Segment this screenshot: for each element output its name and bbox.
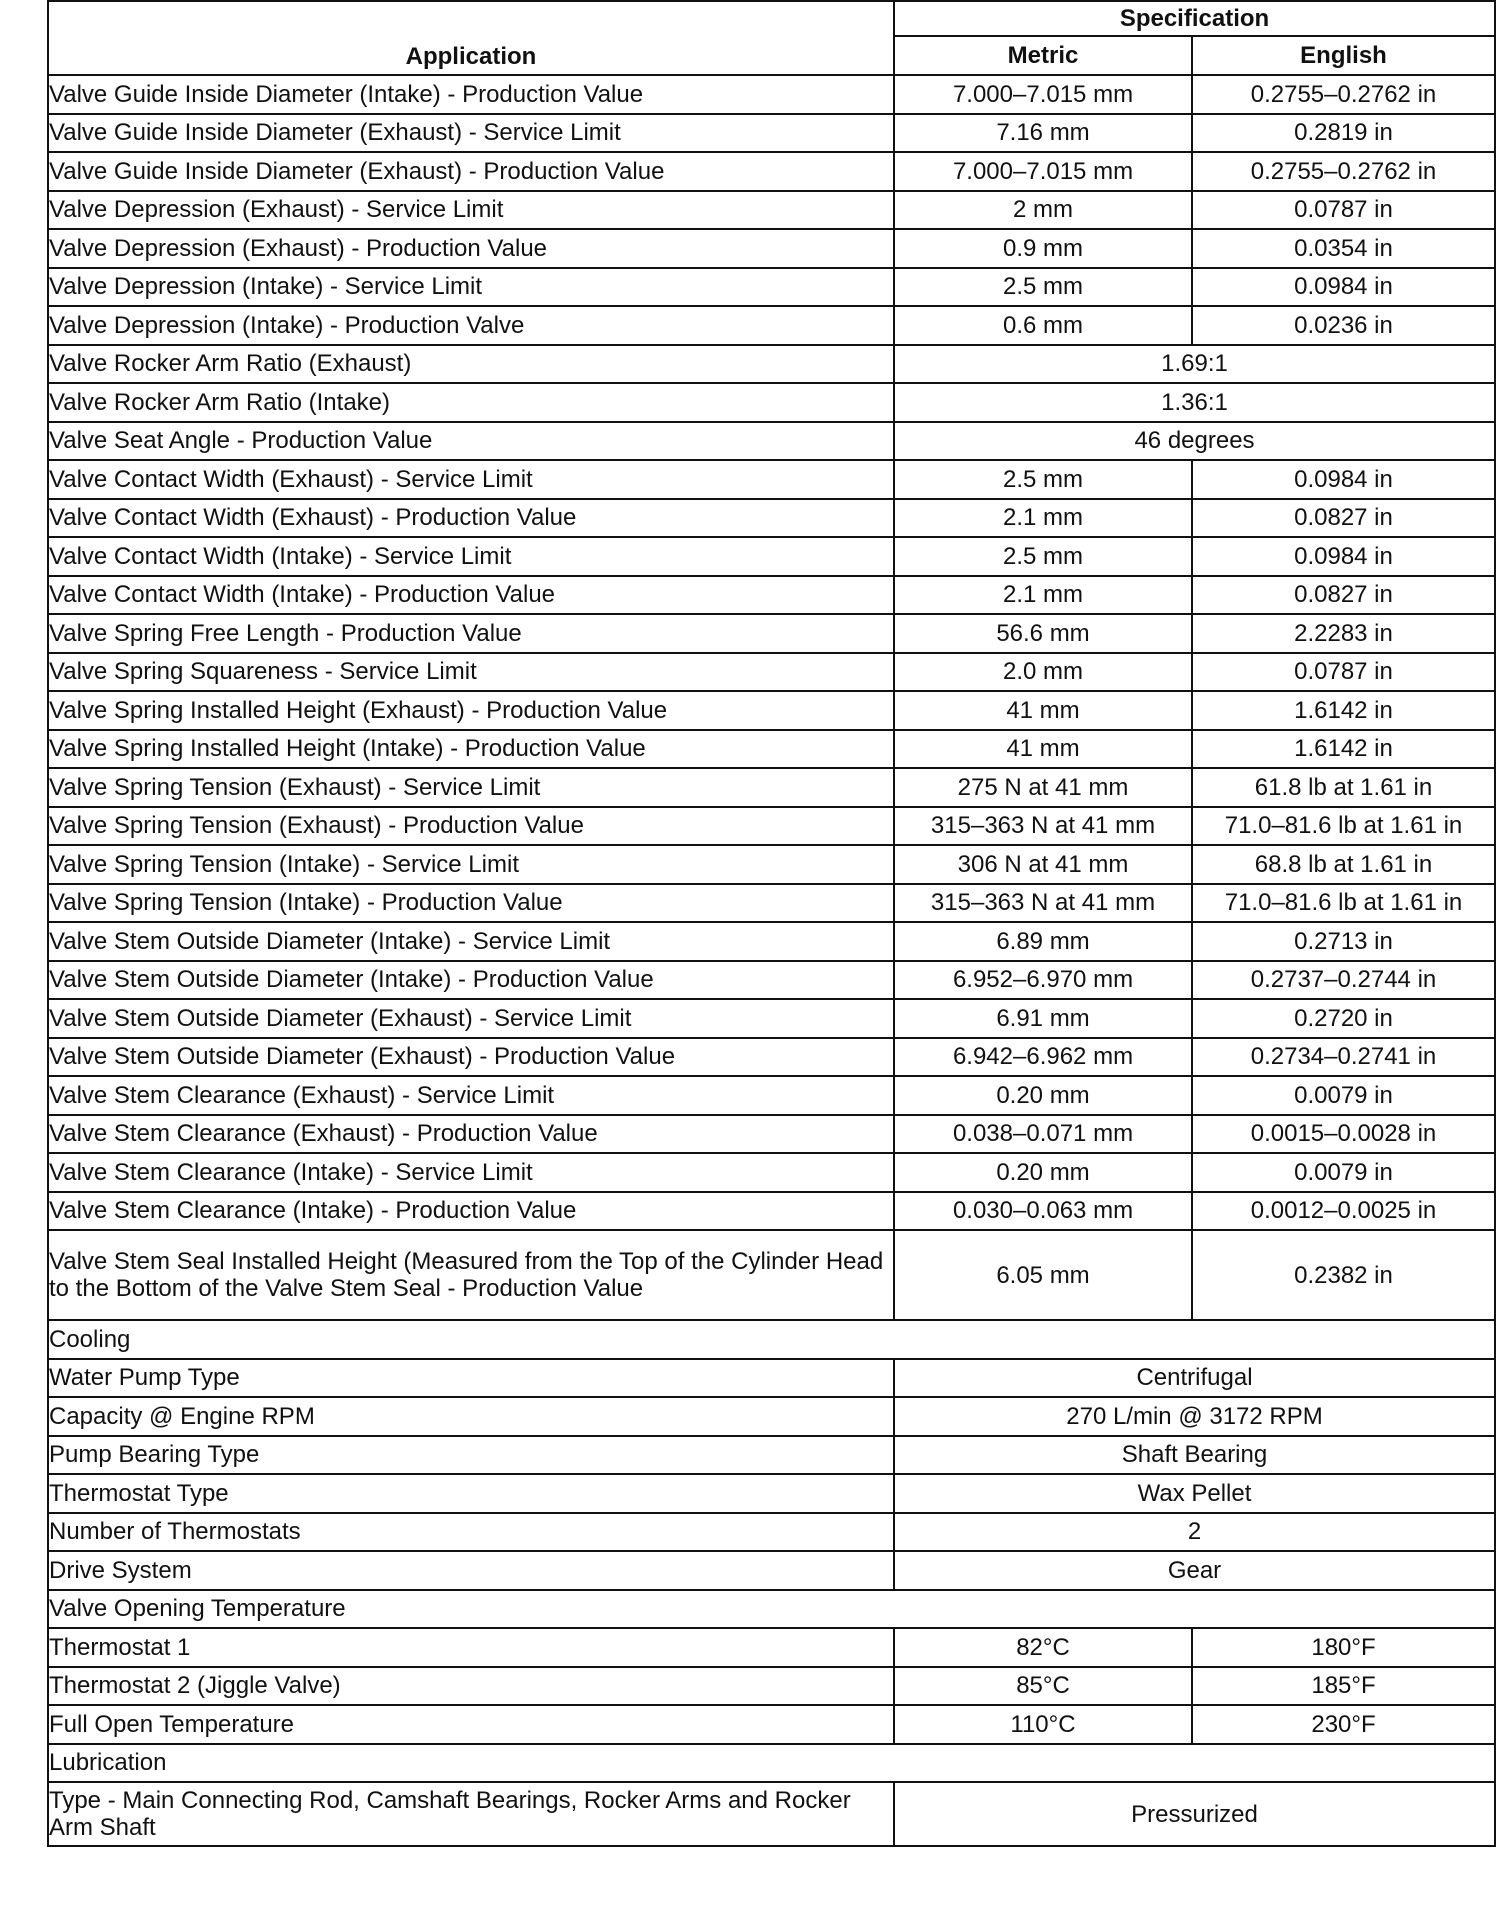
table-row — [48, 1038, 1495, 1077]
metric-cell: 0.20 mm — [894, 1153, 1192, 1192]
table-row — [48, 691, 1495, 730]
metric-cell: 7.000–7.015 mm — [894, 152, 1192, 191]
application-cell: Valve Stem Outside Diameter (Exhaust) - Service Limit — [48, 999, 894, 1038]
table-row — [48, 229, 1495, 268]
table-row — [48, 999, 1495, 1038]
table-row — [48, 1115, 1495, 1154]
application-cell: Valve Depression (Intake) - Production Valve — [48, 306, 894, 345]
metric-cell: 0.030–0.063 mm — [894, 1192, 1192, 1231]
metric-cell: 2.5 mm — [894, 537, 1192, 576]
metric-cell: 315–363 N at 41 mm — [894, 807, 1192, 846]
english-cell: 0.0984 in — [1192, 460, 1495, 499]
value-cell: Shaft Bearing — [894, 1436, 1495, 1475]
table-row — [48, 1397, 1495, 1436]
application-cell: Valve Spring Installed Height (Exhaust) - Production Value — [48, 691, 894, 730]
application-cell: Valve Depression (Exhaust) - Production Value — [48, 229, 894, 268]
metric-cell: 0.20 mm — [894, 1076, 1192, 1115]
english-cell: 185°F — [1192, 1667, 1495, 1706]
english-cell: 0.0827 in — [1192, 499, 1495, 538]
metric-cell: 275 N at 41 mm — [894, 768, 1192, 807]
english-cell: 0.2382 in — [1192, 1230, 1495, 1320]
english-cell: 0.0079 in — [1192, 1153, 1495, 1192]
value-cell: Wax Pellet — [894, 1474, 1495, 1513]
value-cell: 1.69:1 — [894, 345, 1495, 384]
metric-cell: 0.9 mm — [894, 229, 1192, 268]
application-cell: Valve Stem Outside Diameter (Exhaust) - Production Value — [48, 1038, 894, 1077]
metric-cell: 7.16 mm — [894, 114, 1192, 153]
table-row — [48, 730, 1495, 769]
metric-cell: 41 mm — [894, 691, 1192, 730]
application-cell: Valve Contact Width (Intake) - Service Limit — [48, 537, 894, 576]
english-cell: 0.2737–0.2744 in — [1192, 961, 1495, 1000]
application-cell: Valve Contact Width (Exhaust) - Service Limit — [48, 460, 894, 499]
table-row — [48, 1153, 1495, 1192]
metric-cell: 7.000–7.015 mm — [894, 75, 1192, 114]
english-cell: 0.0354 in — [1192, 229, 1495, 268]
english-cell: 0.2734–0.2741 in — [1192, 1038, 1495, 1077]
english-cell: 1.6142 in — [1192, 691, 1495, 730]
table-row — [48, 1230, 1495, 1320]
application-cell: Valve Guide Inside Diameter (Intake) - Production Value — [48, 75, 894, 114]
table-row — [48, 653, 1495, 692]
application-cell: Valve Depression (Intake) - Service Limit — [48, 268, 894, 307]
application-cell: Valve Spring Tension (Intake) - Production Value — [48, 884, 894, 923]
application-cell: Valve Stem Clearance (Intake) - Production Value — [48, 1192, 894, 1231]
application-cell: Valve Spring Squareness - Service Limit — [48, 653, 894, 692]
application-cell: Valve Guide Inside Diameter (Exhaust) - Production Value — [48, 152, 894, 191]
application-cell: Valve Spring Tension (Exhaust) - Service Limit — [48, 768, 894, 807]
application-cell: Valve Guide Inside Diameter (Exhaust) - Service Limit — [48, 114, 894, 153]
table-row — [48, 1474, 1495, 1513]
specification-table — [47, 0, 1496, 1847]
table-row — [48, 807, 1495, 846]
metric-cell: 6.91 mm — [894, 999, 1192, 1038]
application-cell: Number of Thermostats — [48, 1513, 894, 1552]
application-cell: Valve Seat Angle - Production Value — [48, 422, 894, 461]
application-cell: Valve Stem Outside Diameter (Intake) - Service Limit — [48, 922, 894, 961]
english-cell: 71.0–81.6 lb at 1.61 in — [1192, 807, 1495, 846]
table-row — [48, 345, 1495, 384]
metric-cell: 85°C — [894, 1667, 1192, 1706]
metric-cell: 110°C — [894, 1705, 1192, 1744]
spec-page — [47, 0, 1494, 1847]
table-row — [48, 922, 1495, 961]
table-row — [48, 961, 1495, 1000]
value-cell: Centrifugal — [894, 1359, 1495, 1398]
table-row — [48, 1667, 1495, 1706]
metric-cell: 6.942–6.962 mm — [894, 1038, 1192, 1077]
application-cell: Thermostat Type — [48, 1474, 894, 1513]
table-row — [48, 1628, 1495, 1667]
table-row — [48, 1513, 1495, 1552]
table-row — [48, 1436, 1495, 1475]
application-cell: Valve Contact Width (Exhaust) - Production Value — [48, 499, 894, 538]
table-row — [48, 422, 1495, 461]
english-cell: 0.0787 in — [1192, 191, 1495, 230]
english-cell: 0.0787 in — [1192, 653, 1495, 692]
english-cell: 0.0236 in — [1192, 306, 1495, 345]
table-row — [48, 1705, 1495, 1744]
application-cell: Valve Stem Clearance (Exhaust) - Production Value — [48, 1115, 894, 1154]
section-row — [48, 1320, 1495, 1359]
application-cell: Valve Spring Free Length - Production Value — [48, 614, 894, 653]
application-cell: Valve Spring Installed Height (Intake) - Production Value — [48, 730, 894, 769]
application-cell: Valve Stem Seal Installed Height (Measured from the Top of the Cylinder Head to the Bottom of the Valve Stem Seal - Production Value — [48, 1230, 894, 1320]
metric-cell: 2.0 mm — [894, 653, 1192, 692]
table-row — [48, 1359, 1495, 1398]
table-row — [48, 537, 1495, 576]
application-cell: Valve Stem Clearance (Intake) - Service Limit — [48, 1153, 894, 1192]
value-cell: Pressurized — [894, 1782, 1495, 1846]
metric-cell: 0.038–0.071 mm — [894, 1115, 1192, 1154]
english-cell: 0.0984 in — [1192, 537, 1495, 576]
english-cell: 0.0984 in — [1192, 268, 1495, 307]
table-row — [48, 306, 1495, 345]
table-row — [48, 1551, 1495, 1590]
application-header: Application — [48, 1, 894, 75]
section-row — [48, 1744, 1495, 1783]
metric-cell: 315–363 N at 41 mm — [894, 884, 1192, 923]
table-row — [48, 499, 1495, 538]
english-header: English — [1192, 36, 1495, 75]
value-cell: Gear — [894, 1551, 1495, 1590]
english-cell: 0.2755–0.2762 in — [1192, 152, 1495, 191]
application-cell: Thermostat 2 (Jiggle Valve) — [48, 1667, 894, 1706]
english-cell: 0.0012–0.0025 in — [1192, 1192, 1495, 1231]
application-cell: Pump Bearing Type — [48, 1436, 894, 1475]
table-row — [48, 884, 1495, 923]
metric-cell: 41 mm — [894, 730, 1192, 769]
application-cell: Valve Rocker Arm Ratio (Intake) — [48, 383, 894, 422]
english-cell: 61.8 lb at 1.61 in — [1192, 768, 1495, 807]
english-cell: 2.2283 in — [1192, 614, 1495, 653]
table-row — [48, 1076, 1495, 1115]
application-cell: Valve Contact Width (Intake) - Production Value — [48, 576, 894, 615]
application-cell: Valve Stem Clearance (Exhaust) - Service Limit — [48, 1076, 894, 1115]
english-cell: 71.0–81.6 lb at 1.61 in — [1192, 884, 1495, 923]
metric-cell: 2.1 mm — [894, 576, 1192, 615]
section-label: Cooling — [48, 1320, 1495, 1359]
table-row — [48, 614, 1495, 653]
application-cell: Capacity @ Engine RPM — [48, 1397, 894, 1436]
english-cell: 0.2819 in — [1192, 114, 1495, 153]
metric-cell: 6.05 mm — [894, 1230, 1192, 1320]
application-cell: Valve Rocker Arm Ratio (Exhaust) — [48, 345, 894, 384]
application-cell: Water Pump Type — [48, 1359, 894, 1398]
table-row — [48, 845, 1495, 884]
value-cell: 46 degrees — [894, 422, 1495, 461]
metric-cell: 82°C — [894, 1628, 1192, 1667]
table-row — [48, 1782, 1495, 1846]
metric-cell: 2.1 mm — [894, 499, 1192, 538]
section-label: Lubrication — [48, 1744, 1495, 1783]
application-cell: Valve Spring Tension (Intake) - Service Limit — [48, 845, 894, 884]
table-row — [48, 75, 1495, 114]
metric-cell: 56.6 mm — [894, 614, 1192, 653]
english-cell: 230°F — [1192, 1705, 1495, 1744]
table-row — [48, 576, 1495, 615]
table-row — [48, 268, 1495, 307]
value-cell: 2 — [894, 1513, 1495, 1552]
metric-cell: 306 N at 41 mm — [894, 845, 1192, 884]
metric-header: Metric — [894, 36, 1192, 75]
application-cell: Full Open Temperature — [48, 1705, 894, 1744]
english-cell: 0.2713 in — [1192, 922, 1495, 961]
english-cell: 180°F — [1192, 1628, 1495, 1667]
table-row — [48, 152, 1495, 191]
header-row-1 — [48, 1, 1495, 36]
table-row — [48, 768, 1495, 807]
english-cell: 0.0827 in — [1192, 576, 1495, 615]
value-cell: 270 L/min @ 3172 RPM — [894, 1397, 1495, 1436]
section-row — [48, 1590, 1495, 1629]
table-row — [48, 383, 1495, 422]
metric-cell: 2.5 mm — [894, 268, 1192, 307]
application-cell: Valve Depression (Exhaust) - Service Limit — [48, 191, 894, 230]
application-cell: Thermostat 1 — [48, 1628, 894, 1667]
value-cell: 1.36:1 — [894, 383, 1495, 422]
metric-cell: 2 mm — [894, 191, 1192, 230]
english-cell: 68.8 lb at 1.61 in — [1192, 845, 1495, 884]
english-cell: 0.0015–0.0028 in — [1192, 1115, 1495, 1154]
english-cell: 0.0079 in — [1192, 1076, 1495, 1115]
table-row — [48, 1192, 1495, 1231]
english-cell: 0.2720 in — [1192, 999, 1495, 1038]
specification-header: Specification — [894, 1, 1495, 36]
table-body — [48, 75, 1495, 1846]
metric-cell: 2.5 mm — [894, 460, 1192, 499]
section-label: Valve Opening Temperature — [48, 1590, 1495, 1629]
application-cell: Valve Spring Tension (Exhaust) - Production Value — [48, 807, 894, 846]
table-row — [48, 460, 1495, 499]
application-cell: Type - Main Connecting Rod, Camshaft Bearings, Rocker Arms and Rocker Arm Shaft — [48, 1782, 894, 1846]
table-row — [48, 114, 1495, 153]
table-row — [48, 191, 1495, 230]
metric-cell: 6.89 mm — [894, 922, 1192, 961]
english-cell: 1.6142 in — [1192, 730, 1495, 769]
metric-cell: 6.952–6.970 mm — [894, 961, 1192, 1000]
english-cell: 0.2755–0.2762 in — [1192, 75, 1495, 114]
application-cell: Drive System — [48, 1551, 894, 1590]
metric-cell: 0.6 mm — [894, 306, 1192, 345]
application-cell: Valve Stem Outside Diameter (Intake) - Production Value — [48, 961, 894, 1000]
